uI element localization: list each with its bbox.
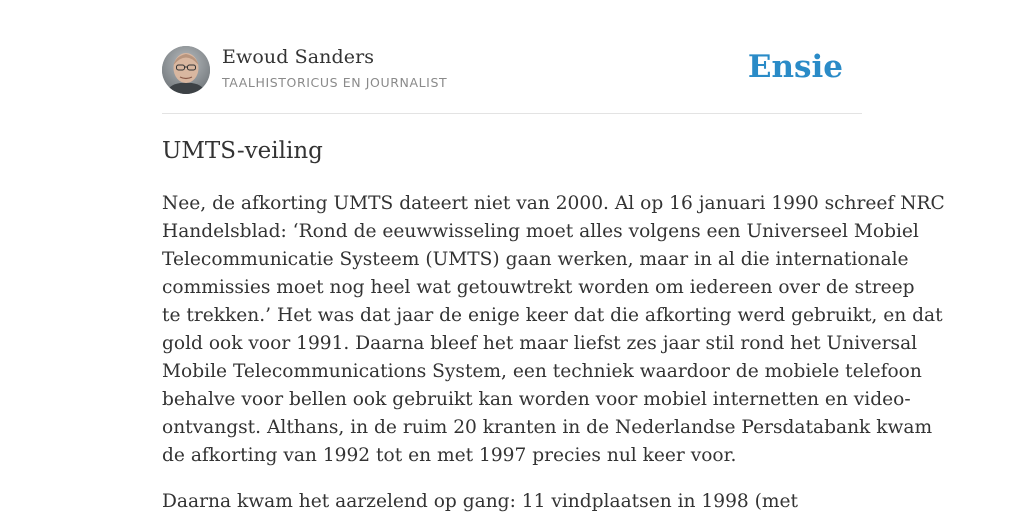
text-line: te trekken.’ Het was dat jaar de enige keer dat die afkorting werd gebruikt, en dat — [162, 305, 943, 326]
paragraph-2 — [162, 488, 862, 512]
text-line: ontvangst. Althans, in de ruim 20 kranten in de Nederlandse Persdatabank kwam — [162, 417, 933, 438]
text-line: behalve voor bellen ook gebruikt kan worden voor mobiel internetten en video- — [162, 389, 911, 410]
paragraph-1 — [162, 190, 945, 470]
text-line: gold ook voor 1991. Daarna bleef het maar liefst zes jaar stil rond het Universal — [162, 333, 918, 354]
article-title: UMTS-veiling — [162, 138, 323, 164]
author-role: TAALHISTORICUS EN JOURNALIST — [222, 75, 448, 90]
text-line: commissies moet nog heel wat getouwtrekt worden om iedereen over de streep — [162, 277, 915, 298]
text-line: de afkorting van 1992 tot en met 1997 precies nul keer voor. — [162, 445, 737, 466]
text-line: Nee, de afkorting UMTS dateert niet van 2000. Al op 16 januari 1990 schreef NRC — [162, 193, 945, 214]
text-line: Daarna kwam het aarzelend op gang: 11 vindplaatsen in 1998 (met — [162, 491, 799, 512]
header-divider — [162, 113, 862, 114]
author-header — [162, 46, 862, 96]
text-line: Telecommunicatie Systeem (UMTS) gaan werken, maar in al die internationale — [162, 249, 909, 270]
text-line: Mobile Telecommunications System, een techniek waardoor de mobiele telefoon — [162, 361, 922, 382]
author-avatar[interactable] — [162, 46, 210, 94]
text-line: Handelsblad: ‘Rond de eeuwwisseling moet alles volgens een Universeel Mobiel — [162, 221, 919, 242]
author-portrait-icon — [162, 46, 210, 94]
brand-logo[interactable]: Ensie — [747, 49, 843, 85]
article-body — [162, 190, 945, 512]
author-name[interactable]: Ewoud Sanders — [222, 46, 375, 68]
